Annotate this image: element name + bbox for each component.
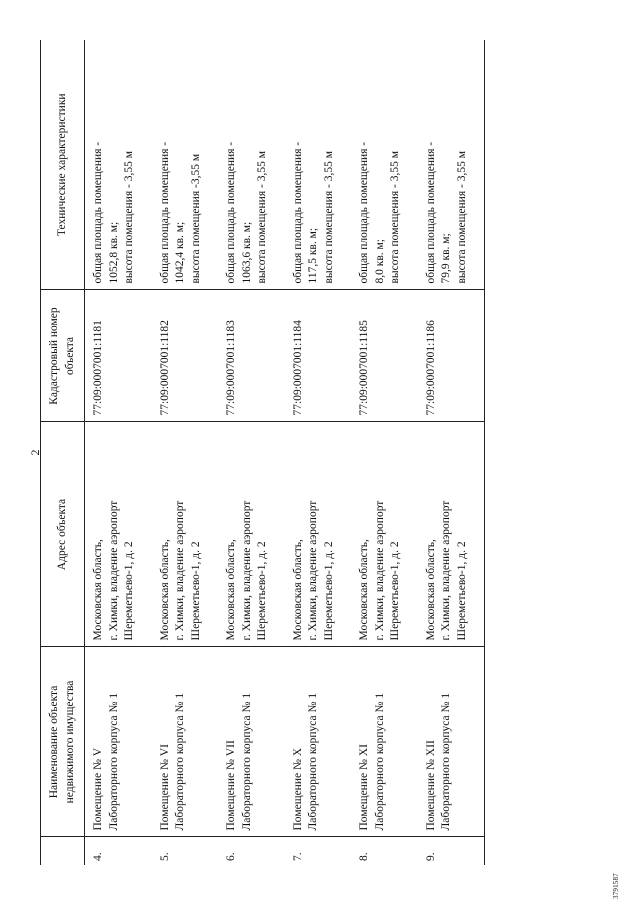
address-line: г. Химки, владение аэропорт (307, 500, 320, 641)
cadastral-number: 77:09:0007001:1181 (85, 290, 152, 422)
object-name-cell (85, 647, 152, 837)
row-number: 4. (92, 852, 105, 861)
address-line: Московская область, (424, 539, 437, 641)
address-cell (351, 422, 418, 647)
address-line: Шереметьево-1, д. 2 (189, 541, 202, 641)
tech-cell (351, 40, 418, 290)
object-name-cell (351, 647, 418, 837)
tech-line: высота помещения - 3,55 м (389, 151, 402, 284)
object-name-line: Помещение № XI (358, 744, 371, 831)
address-cell (418, 422, 485, 647)
address-cell (218, 422, 285, 647)
table-row (351, 40, 418, 865)
table-header-row (41, 40, 85, 865)
tech-line: общая площадь помещения - (158, 141, 171, 284)
row-number: 5. (158, 852, 171, 861)
tech-line: высота помещения - 3,55 м (123, 151, 136, 284)
cadastral-number: 77:09:0007001:1182 (152, 290, 219, 422)
object-name-line: Лабораторного корпуса № 1 (107, 692, 120, 831)
object-name-line: Помещение № V (92, 747, 105, 831)
tech-line: 1063,6 кв. м; (240, 221, 253, 284)
document-code: 3791587 (612, 873, 620, 899)
address-line: г. Химки, владение аэропорт (240, 500, 253, 641)
address-line: Шереметьево-1, д. 2 (389, 541, 402, 641)
tech-line: 117,5 кв. м; (307, 227, 320, 284)
object-name-line: Лабораторного корпуса № 1 (240, 692, 253, 831)
tech-line: общая площадь помещения - (225, 141, 238, 284)
tech-cell (85, 40, 152, 290)
object-name-cell (218, 647, 285, 837)
object-name-line: Лабораторного корпуса № 1 (440, 692, 453, 831)
cadastral-number: 77:09:0007001:1183 (218, 290, 285, 422)
tech-cell (152, 40, 219, 290)
page-number: 2 (28, 449, 42, 456)
object-name-line: Лабораторного корпуса № 1 (174, 692, 187, 831)
address-line: г. Химки, владение аэропорт (174, 500, 187, 641)
address-line: Шереметьево-1, д. 2 (322, 541, 335, 641)
address-line: Московская область, (158, 539, 171, 641)
cadastral-number: 77:09:0007001:1186 (418, 290, 485, 422)
tech-line: общая площадь помещения - (424, 141, 437, 284)
tech-cell (418, 40, 485, 290)
header-address: Адрес объекта (41, 422, 85, 647)
address-line: Шереметьево-1, д. 2 (256, 541, 269, 641)
tech-line: 1042,4 кв. м; (174, 221, 187, 284)
header-num (41, 837, 85, 865)
address-line: Московская область, (92, 539, 105, 641)
table-row (85, 40, 152, 865)
row-number: 6. (225, 852, 238, 861)
tech-line: общая площадь помещения - (92, 141, 105, 284)
tech-line: общая площадь помещения - (358, 141, 371, 284)
cadastral-number: 77:09:0007001:1185 (351, 290, 418, 422)
address-line: г. Химки, владение аэропорт (107, 500, 120, 641)
address-line: Шереметьево-1, д. 2 (123, 541, 136, 641)
row-number: 8. (358, 852, 371, 861)
address-line: Московская область, (358, 539, 371, 641)
header-name: Наименование объекта недвижимого имущества (41, 647, 85, 837)
address-line: Московская область, (291, 539, 304, 641)
table-row (152, 40, 219, 865)
tech-line: высота помещения -3,55 м (189, 153, 202, 284)
object-name-line: Помещение № VI (158, 744, 171, 831)
object-name-cell (285, 647, 352, 837)
object-name-cell (418, 647, 485, 837)
object-name-line: Помещение № X (291, 747, 304, 831)
tech-line: высота помещения - 3,55 м (322, 151, 335, 284)
object-name-line: Лабораторного корпуса № 1 (307, 692, 320, 831)
table-row (418, 40, 485, 865)
tech-line: 1052,8 кв. м; (107, 221, 120, 284)
object-name-cell (152, 647, 219, 837)
tech-line: 8,0 кв. м; (373, 239, 386, 284)
address-line: Шереметьево-1, д. 2 (455, 541, 468, 641)
tech-line: высота помещения - 3,55 м (256, 151, 269, 284)
address-line: Московская область, (225, 539, 238, 641)
object-name-line: Лабораторного корпуса № 1 (373, 692, 386, 831)
object-name-line: Помещение № XII (424, 740, 437, 831)
tech-cell (285, 40, 352, 290)
address-cell (152, 422, 219, 647)
table-row (285, 40, 352, 865)
table-row (218, 40, 285, 865)
address-line: г. Химки, владение аэропорт (373, 500, 386, 641)
address-cell (85, 422, 152, 647)
address-line: г. Химки, владение аэропорт (440, 500, 453, 641)
object-name-line: Помещение № VII (225, 740, 238, 831)
tech-line: общая площадь помещения - (291, 141, 304, 284)
tech-cell (218, 40, 285, 290)
address-cell (285, 422, 352, 647)
cadastral-number: 77:09:0007001:1184 (285, 290, 352, 422)
row-number: 9. (418, 837, 485, 865)
header-tech: Технические характеристики (41, 40, 85, 290)
row-number: 7. (291, 852, 304, 861)
property-table (40, 40, 485, 865)
tech-line: 79,9 кв. м; (440, 233, 453, 284)
tech-line: высота помещения - 3,55 м (455, 151, 468, 284)
header-cadastral: Кадастровый номер объекта (41, 290, 85, 422)
